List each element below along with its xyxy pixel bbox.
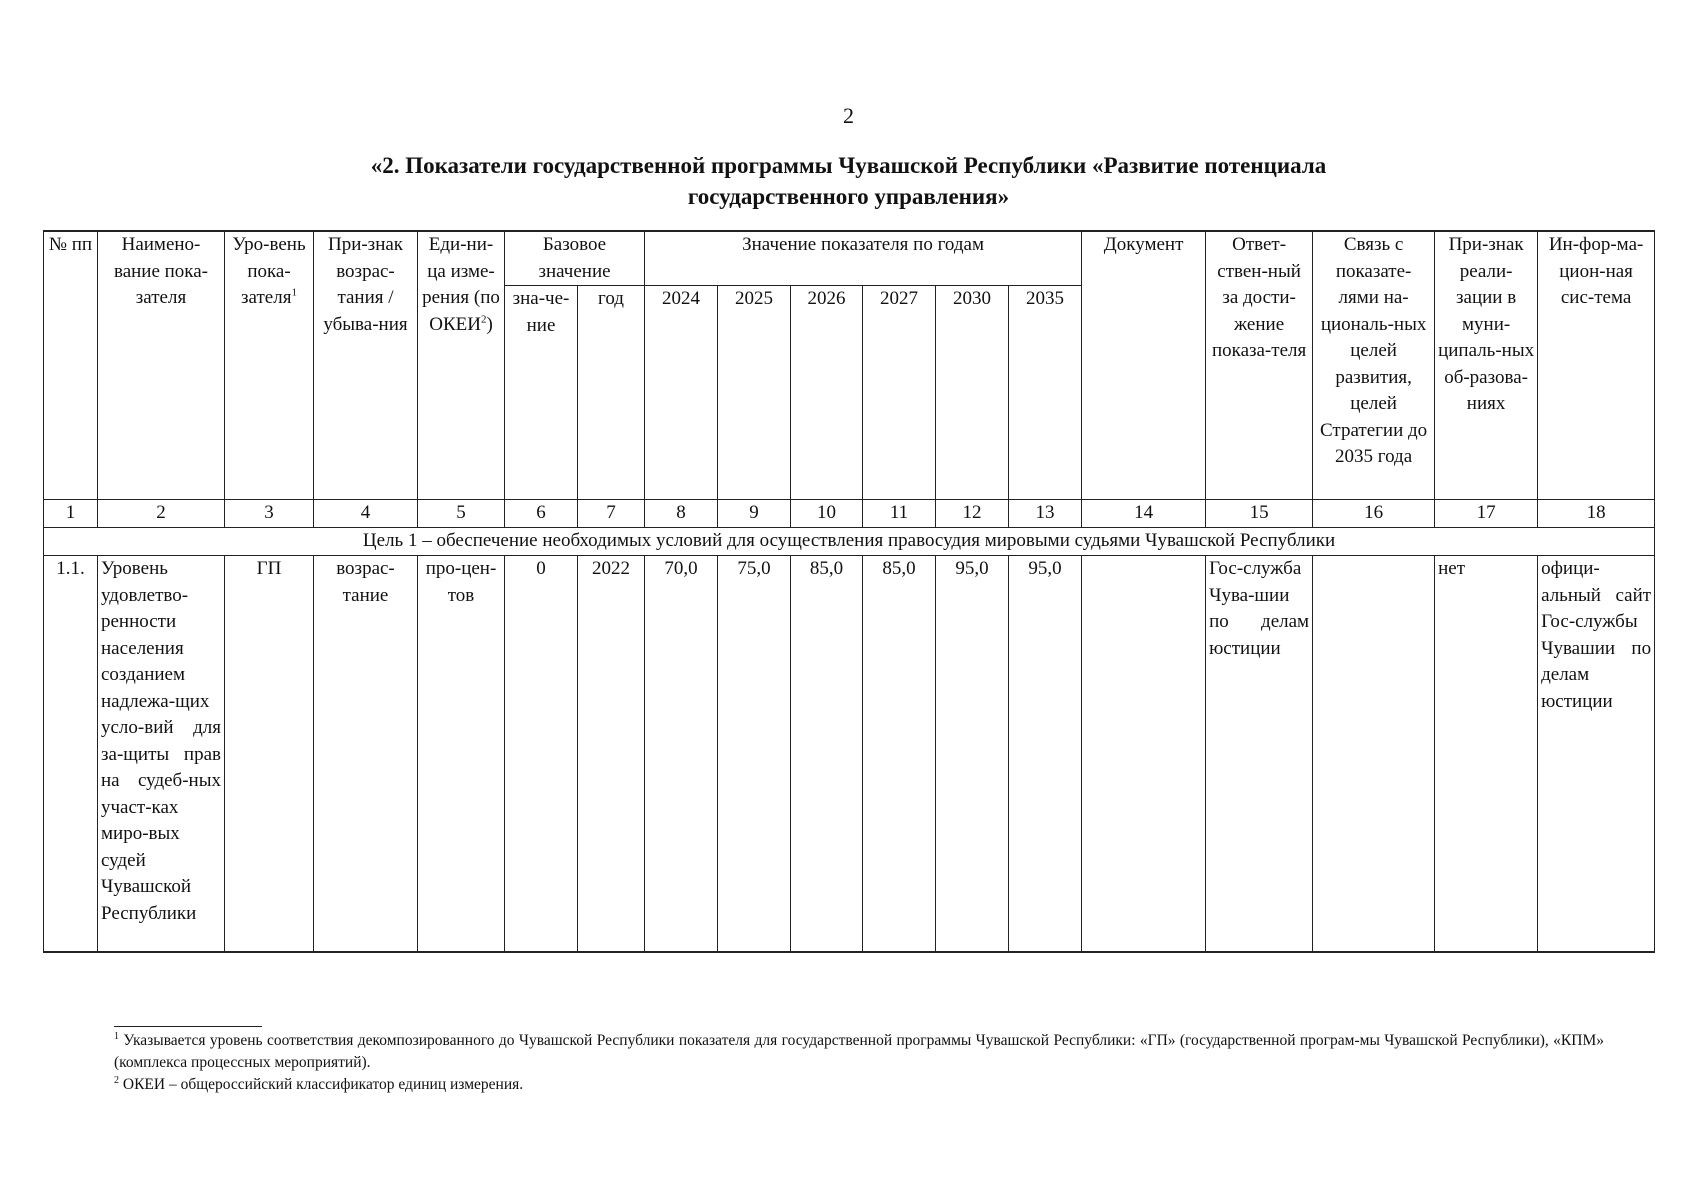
header-year-2030: 2030 — [936, 286, 1009, 500]
row-link — [1313, 556, 1435, 952]
footnote-1-mark: 1 — [114, 1030, 119, 1042]
header-level — [225, 231, 314, 500]
column-number: 16 — [1313, 500, 1435, 528]
header-document: Документ — [1082, 231, 1206, 500]
row-infosystem: офици-альный сайт Гос-службы Чувашии по делам юстиции — [1538, 556, 1655, 952]
column-number: 4 — [314, 500, 418, 528]
column-number: 12 — [936, 500, 1009, 528]
document-title — [200, 150, 1497, 212]
column-number: 3 — [225, 500, 314, 528]
row-value-2025: 75,0 — [718, 556, 791, 952]
column-number: 1 — [44, 500, 98, 528]
row-indicator-name: Уровень удовлетво-ренности населения созданием надлежа-щих усло-вий для за-щиты прав на судеб-ных участ-ках миро-вых судей Чувашской Республики — [98, 556, 225, 952]
column-number: 14 — [1082, 500, 1206, 528]
header-responsible: Ответ-ствен-ный за дости-жение показа-теля — [1206, 231, 1313, 500]
goal-title: Цель 1 – обеспечение необходимых условий для осуществления правосудия мировыми судьями Чувашской Республики — [44, 528, 1655, 556]
header-row-1 — [44, 231, 1655, 286]
row-trend: возрас-тание — [314, 556, 418, 952]
row-level: ГП — [225, 556, 314, 952]
header-unit — [418, 231, 505, 500]
header-unit-close: ) — [486, 313, 493, 335]
column-number: 10 — [791, 500, 863, 528]
header-name: Наимено-вание пока-зателя — [98, 231, 225, 500]
column-number: 11 — [863, 500, 936, 528]
header-link: Связь с показате-лями на-циональ-ных целей развития, целей Стратегии до 2035 года — [1313, 231, 1435, 500]
footnote-2-text: ОКЕИ – общероссийский классификатор единиц измерения. — [119, 1076, 524, 1093]
column-number: 17 — [1435, 500, 1538, 528]
row-value-2030: 95,0 — [936, 556, 1009, 952]
row-municipal: нет — [1435, 556, 1538, 952]
table-row — [44, 556, 1655, 952]
header-year-2024: 2024 — [645, 286, 718, 500]
header-year-2035: 2035 — [1009, 286, 1082, 500]
footnote-ref-1: 1 — [291, 286, 297, 299]
header-base: Базовое значение — [505, 231, 645, 286]
row-responsible: Гос-служба Чува-шии по делам юстиции — [1206, 556, 1313, 952]
footnote-divider — [114, 1026, 262, 1027]
header-year-2025: 2025 — [718, 286, 791, 500]
header-infosystem: Ин-фор-ма-цион-ная сис-тема — [1538, 231, 1655, 500]
row-value-2027: 85,0 — [863, 556, 936, 952]
header-values-by-year: Значение показателя по годам — [645, 231, 1082, 286]
column-number: 6 — [505, 500, 578, 528]
row-base-value: 0 — [505, 556, 578, 952]
header-level-text: Уро-вень пока-зателя — [232, 234, 306, 308]
row-document — [1082, 556, 1206, 952]
header-trend: При-знак возрас-тания / убыва-ния — [314, 231, 418, 500]
page-number: 2 — [843, 103, 854, 128]
footnote-ref-2: 2 — [480, 313, 487, 326]
header-num: № пп — [44, 231, 98, 500]
row-value-2026: 85,0 — [791, 556, 863, 952]
row-base-year: 2022 — [578, 556, 645, 952]
footnote-1-text: Указывается уровень соответствия декомпозированного до Чувашской Республики показателя для государственной программы Чувашской Республики: «ГП» (государственной програм-мы Чувашской Республики), «КПМ» (комплекса процессных мероприятий). — [114, 1032, 1604, 1071]
footnotes — [114, 1030, 1604, 1096]
document-title-line-1: «2. Показатели государственной программы Чувашской Республики «Развитие потенциала — [370, 153, 1327, 178]
row-value-2024: 70,0 — [645, 556, 718, 952]
footnote-1 — [114, 1030, 1604, 1074]
column-number: 15 — [1206, 500, 1313, 528]
column-number: 9 — [718, 500, 791, 528]
header-unit-text: Еди-ни-ца изме-рения (по ОКЕИ — [422, 234, 500, 335]
column-number: 8 — [645, 500, 718, 528]
row-num: 1.1. — [44, 556, 98, 952]
column-number-row — [44, 500, 1655, 528]
footnote-2-mark: 2 — [114, 1074, 119, 1086]
header-base-value: зна-че-ние — [505, 286, 578, 500]
row-value-2035: 95,0 — [1009, 556, 1082, 952]
column-number: 18 — [1538, 500, 1655, 528]
header-year-2027: 2027 — [863, 286, 936, 500]
document-title-line-2: государственного управления» — [687, 184, 1010, 209]
row-unit: про-цен-тов — [418, 556, 505, 952]
header-year-2026: 2026 — [791, 286, 863, 500]
goal-row — [44, 528, 1655, 556]
column-number: 7 — [578, 500, 645, 528]
column-number: 2 — [98, 500, 225, 528]
indicators-table — [43, 230, 1655, 953]
header-municipal: При-знак реали-зации в муни-ципаль-ных об-разова-ниях — [1435, 231, 1538, 500]
footnote-2 — [114, 1074, 1604, 1096]
column-number: 5 — [418, 500, 505, 528]
column-number: 13 — [1009, 500, 1082, 528]
header-base-year: год — [578, 286, 645, 500]
